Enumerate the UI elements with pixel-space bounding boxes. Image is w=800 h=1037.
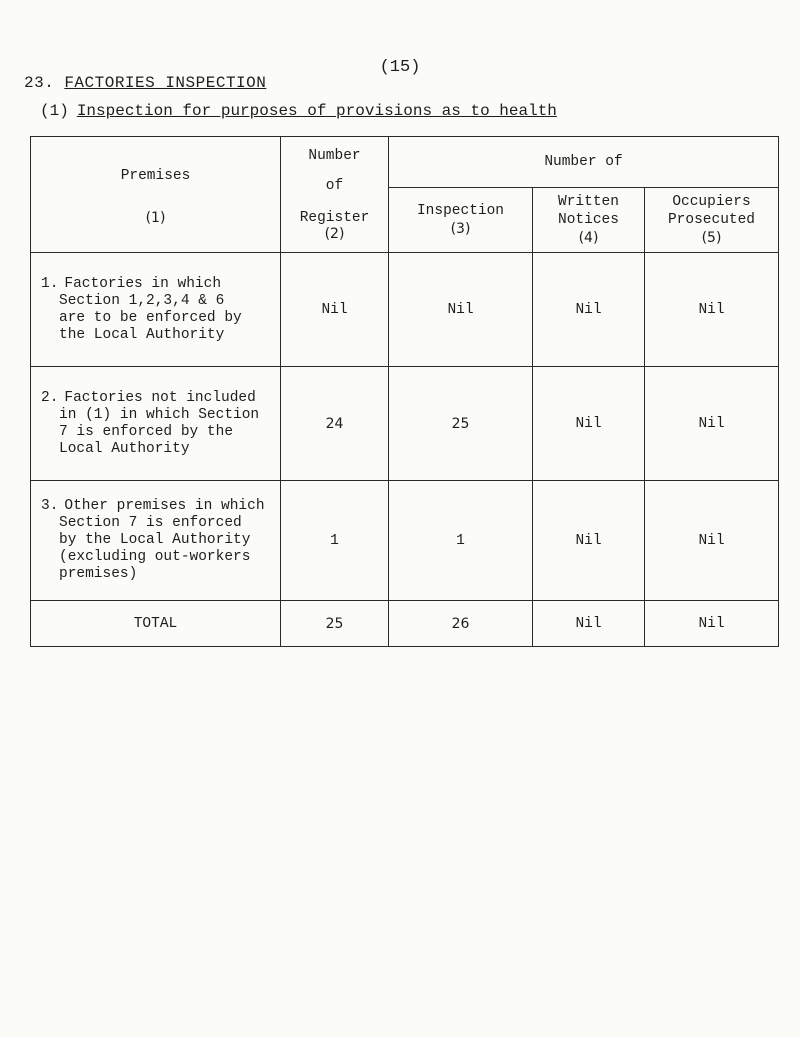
total-row: [31, 601, 779, 647]
table-row: [31, 253, 779, 367]
subsection-title: Inspection for purposes of provisions as to health: [76, 102, 557, 120]
notices-cell: Nil: [533, 367, 645, 481]
register-header: Number of Register (2): [281, 137, 389, 253]
row-label: 1. Factories in which Section 1,2,3,4 & 6 are to be enforced by the Local Authority: [31, 253, 281, 367]
inspection-column-number: (3): [450, 221, 471, 237]
total-prosecuted-cell: Nil: [645, 601, 779, 647]
number-of-header: Number of: [389, 137, 779, 188]
prosecuted-cell: Nil: [645, 481, 779, 601]
table-row: [31, 367, 779, 481]
occupiers-prosecuted-header: Occupiers Prosecuted (5): [645, 188, 779, 253]
row-label: 3. Other premises in which Section 7 is enforced by the Local Authority (excluding out-workers premises): [31, 481, 281, 601]
inspection-header: Inspection (3): [389, 188, 533, 253]
section-heading: [24, 74, 266, 92]
premises-column-number: (1): [145, 209, 166, 226]
prosecuted-column-number: (5): [701, 230, 722, 246]
inspection-cell: 25: [389, 367, 533, 481]
total-register-cell: 25: [281, 601, 389, 647]
premises-header: Premises (1): [31, 137, 281, 253]
health-inspection-table: [30, 136, 779, 647]
written-notices-header: Written Notices (4): [533, 188, 645, 253]
total-notices-cell: Nil: [533, 601, 645, 647]
register-cell: 24: [281, 367, 389, 481]
inspection-cell: Nil: [389, 253, 533, 367]
register-column-number: (2): [324, 225, 345, 242]
subsection-number: (1): [40, 102, 69, 120]
register-cell: 1: [281, 481, 389, 601]
register-cell: Nil: [281, 253, 389, 367]
page-number: (15): [379, 58, 421, 77]
inspection-cell: 1: [389, 481, 533, 601]
notices-cell: Nil: [533, 253, 645, 367]
section-title: FACTORIES INSPECTION: [64, 74, 267, 92]
total-inspection-cell: 26: [389, 601, 533, 647]
table-header-row: [31, 137, 779, 188]
notices-cell: Nil: [533, 481, 645, 601]
notices-column-number: (4): [578, 230, 599, 246]
prosecuted-cell: Nil: [645, 253, 779, 367]
total-label: TOTAL: [31, 601, 281, 647]
subsection-heading: [40, 102, 557, 120]
prosecuted-cell: Nil: [645, 367, 779, 481]
row-label: 2. Factories not included in (1) in which Section 7 is enforced by the Local Authority: [31, 367, 281, 481]
table-row: [31, 481, 779, 601]
section-number: 23.: [24, 74, 55, 92]
